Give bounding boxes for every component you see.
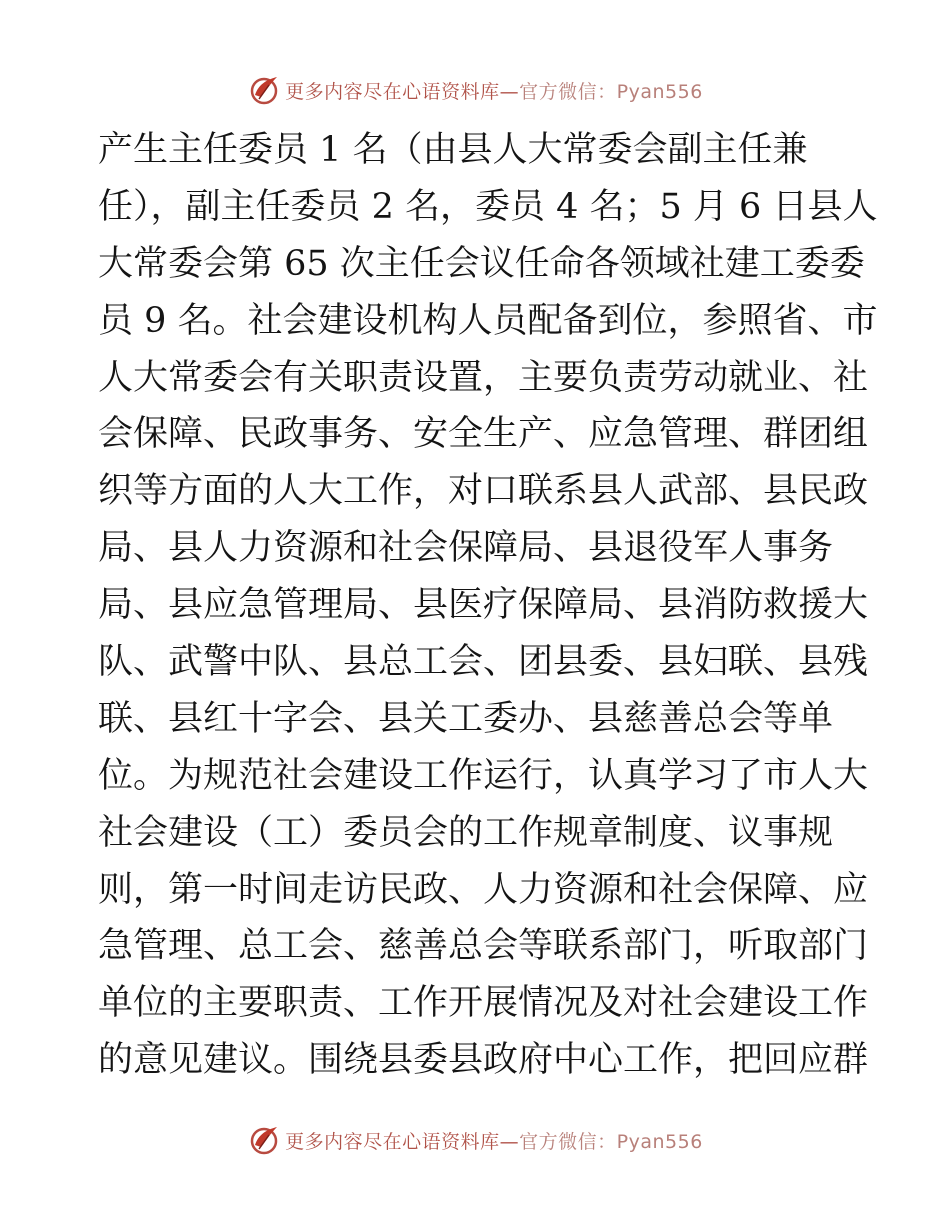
text-line-15: 急管理、总工会、慈善总会等联系部门，听取部门	[98, 926, 869, 967]
watermark-text: 更多内容尽在心语资料库—官方微信：Pyan556	[285, 80, 703, 103]
text-line-17: 的意见建议。围绕县委县政府中心工作，把回应群	[98, 1040, 869, 1081]
quill-swirl-icon	[247, 1123, 281, 1157]
text-line-14: 则，第一时间走访民政、人力资源和社会保障、应	[98, 869, 869, 910]
watermark-text: 更多内容尽在心语资料库—官方微信：Pyan556	[285, 1130, 703, 1153]
text-line-3: 大常委会第 65 次主任会议任命各领域社建工委委	[98, 243, 865, 284]
text-line-2: 任），副主任委员 2 名，委员 4 名；5 月 6 日县人	[98, 186, 878, 227]
text-line-9: 局、县应急管理局、县医疗保障局、县消防救援大	[98, 585, 869, 626]
quill-swirl-icon	[247, 73, 281, 107]
document-body	[98, 128, 878, 1095]
text-line-11: 联、县红十字会、县关工委办、县慈善总会等单	[98, 698, 834, 739]
text-line-1: 产生主任委员 1 名（由县人大常委会副主任兼	[98, 130, 808, 170]
text-line-6: 会保障、民政事务、安全生产、应急管理、群团组	[98, 414, 869, 455]
text-line-10: 队、武警中队、县总工会、团县委、县妇联、县残	[98, 642, 869, 683]
text-line-4: 员 9 名。社会建设机构人员配备到位，参照省、市	[98, 300, 878, 341]
text-line-5: 人大常委会有关职责设置，主要负责劳动就业、社	[98, 357, 869, 398]
header-watermark	[0, 70, 950, 110]
text-line-16: 单位的主要职责、工作开展情况及对社会建设工作	[98, 983, 869, 1024]
text-line-7: 织等方面的人大工作，对口联系县人武部、县民政	[98, 471, 869, 512]
footer-watermark	[0, 1120, 950, 1160]
text-line-13: 社会建设（工）委员会的工作规章制度、议事规	[98, 812, 834, 853]
text-line-12: 位。为规范社会建设工作运行，认真学习了市人大	[98, 755, 869, 796]
text-line-8: 局、县人力资源和社会保障局、县退役军人事务	[98, 528, 834, 569]
